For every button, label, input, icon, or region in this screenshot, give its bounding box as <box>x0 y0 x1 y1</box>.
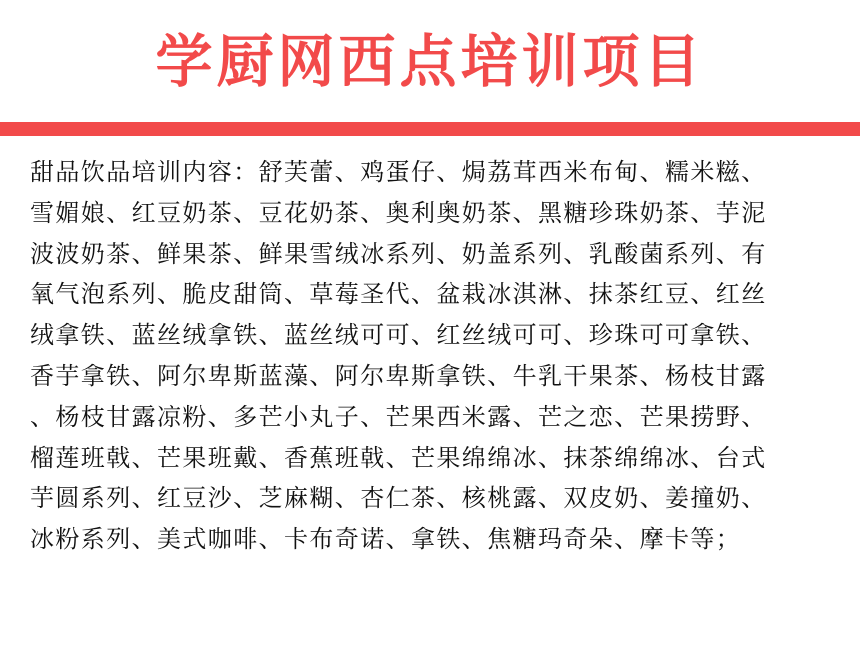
content-line: 绒拿铁、蓝丝绒拿铁、蓝丝绒可可、红丝绒可可、珍珠可可拿铁、 <box>30 321 767 350</box>
content-line: 香芋拿铁、阿尔卑斯蓝藻、阿尔卑斯拿铁、牛乳干果茶、杨枝甘露 <box>30 361 767 390</box>
content-line: 冰粉系列、美式咖啡、卡布奇诺、拿铁、焦糖玛奇朵、摩卡等； <box>30 525 742 554</box>
page-title: 学厨网西点培训项目 <box>155 29 705 95</box>
content-line: 雪媚娘、红豆奶茶、豆花奶茶、奥利奥奶茶、黑糖珍珠奶茶、芋泥 <box>30 198 767 227</box>
content-line: 氧气泡系列、脆皮甜筒、草莓圣代、盆栽冰淇淋、抹茶红豆、红丝 <box>30 280 767 309</box>
title-divider <box>0 122 860 136</box>
content-line: 波波奶茶、鲜果茶、鲜果雪绒冰系列、奶盖系列、乳酸菌系列、有 <box>30 239 767 268</box>
content-line: 榴莲班戟、芒果班戴、香蕉班戟、芒果绵绵冰、抹茶绵绵冰、台式 <box>30 443 767 472</box>
content-line: 甜品饮品培训内容：舒芙蕾、鸡蛋仔、焗荔茸西米布甸、糯米糍、 <box>30 158 767 186</box>
course-content <box>30 152 830 560</box>
content-line: 芋圆系列、红豆沙、芝麻糊、杏仁茶、核桃露、双皮奶、姜撞奶、 <box>30 484 767 513</box>
content-line: 、杨枝甘露凉粉、多芒小丸子、芒果西米露、芒之恋、芒果捞野、 <box>30 402 767 431</box>
